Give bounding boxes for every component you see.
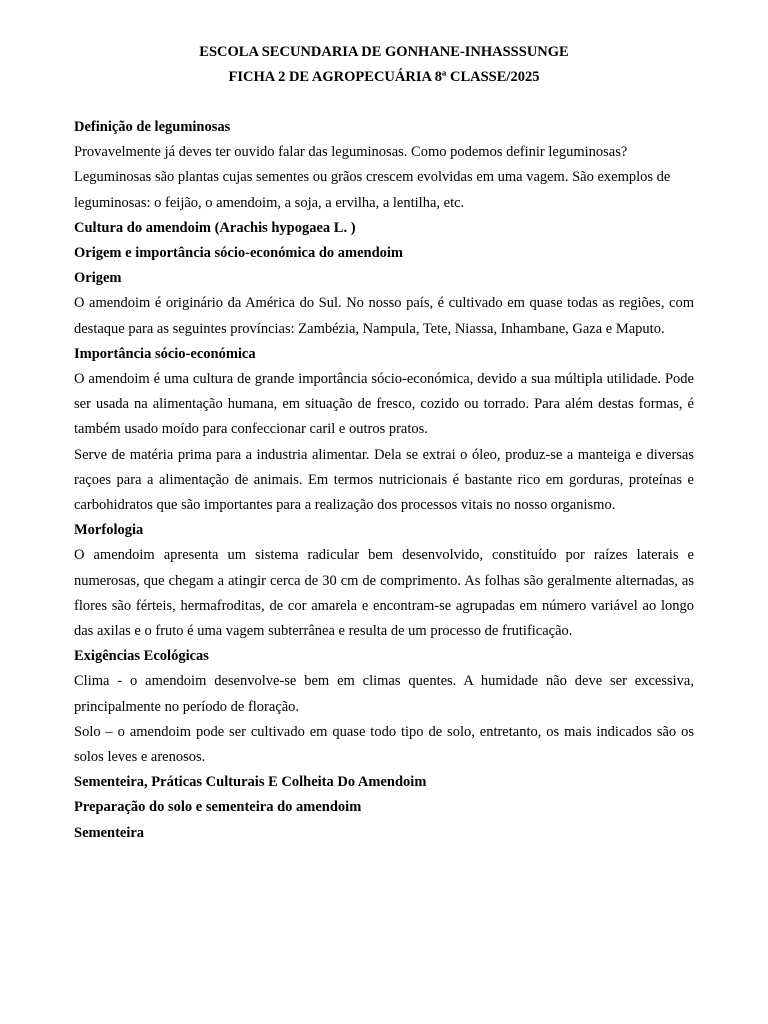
paragraph-importancia-1: O amendoim é uma cultura de grande importância sócio-económica, devido a sua múltipla utilidade. Pode ser usada na alimentação humana, em situação de fresco, cozido ou torrado. Para além destas formas, é também usado moído para confeccionar caril e outros pratos. (74, 371, 694, 438)
heading-preparacao: Preparação do solo e sementeira do amendoim (74, 799, 362, 816)
spacer (74, 90, 694, 115)
paragraph-origem: O amendoim é originário da América do Sul. No nosso país, é cultivado em quase todas as regiões, com destaque para as seguintes províncias: Zambézia, Nampula, Tete, Niassa, Inhambane, Gaza e Maputo. (74, 295, 694, 337)
paragraph-morfologia: O amendoim apresenta um sistema radicular bem desenvolvido, constituído por raízes laterais e numerosas, que chegam a atingir cerca de 30 cm de comprimento. As folhas são geralmente alternadas, as flores são férteis, hermafroditas, de cor amarela e encontram-se agrupadas em número variável ao longo das axilas e o fruto é uma vagem subterrânea e resulta de um processo de frutificação. (74, 547, 694, 640)
paragraph-solo: Solo – o amendoim pode ser cultivado em quase todo tipo de solo, entretanto, os mais indicados são os solos leves e arenosos. (74, 723, 694, 766)
heading-importancia: Importância sócio-económica (74, 345, 256, 362)
heading-sementeira-praticas: Sementeira, Práticas Culturais E Colheita Do Amendoim (74, 774, 427, 791)
paragraph-clima: Clima - o amendoim desenvolve-se bem em climas quentes. A humidade não deve ser excessiva, principalmente no período de floração. (74, 673, 694, 715)
school-name: ESCOLA SECUNDARIA DE GONHANE-INHASSSUNGE (199, 44, 569, 60)
heading-exigencias: Exigências Ecológicas (74, 648, 209, 665)
heading-origem: Origem (74, 270, 122, 287)
worksheet-title: FICHA 2 DE AGROPECUÁRIA 8ª CLASSE/2025 (228, 69, 540, 85)
paragraph-definicao-2: Leguminosas são plantas cujas sementes ou grãos crescem evolvidas em uma vagem. São exemplos de leguminosas: o feijão, o amendoim, a soja, a ervilha, a lentilha, etc. (74, 169, 671, 211)
paragraph-definicao-1: Provavelmente já deves ter ouvido falar das leguminosas. Como podemos definir leguminosas? (74, 144, 628, 161)
heading-sementeira: Sementeira (74, 824, 145, 841)
heading-definicao: Definição de leguminosas (74, 119, 231, 135)
heading-origem-importancia: Origem e importância sócio-económica do amendoim (74, 245, 404, 262)
heading-cultura: Cultura do amendoim (Arachis hypogaea L. ) (74, 219, 356, 236)
heading-morfologia: Morfologia (74, 522, 144, 539)
paragraph-importancia-2: Serve de matéria prima para a industria alimentar. Dela se extrai o óleo, produz-se a manteiga e diversas raçoes para a alimentação de animais. Em termos nutricionais é bastante rico em gorduras, proteínas e carbohidratos que são importantes para a realização dos processos vitais no nosso organismo. (74, 446, 694, 514)
